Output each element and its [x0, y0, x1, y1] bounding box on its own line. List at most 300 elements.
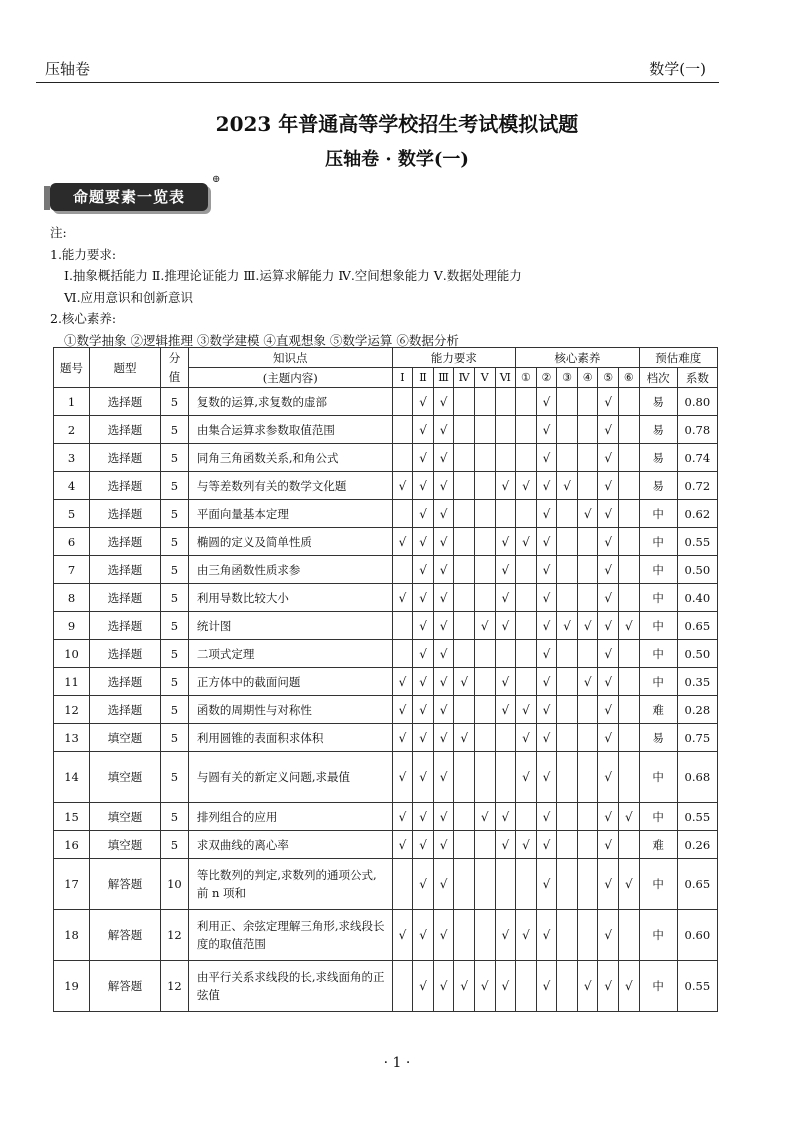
- core-2-mark: √: [536, 961, 557, 1012]
- cell-difficulty-level: 中: [639, 584, 677, 612]
- core-3-mark: [557, 668, 578, 696]
- core-6-mark: √: [619, 859, 640, 910]
- notes: [50, 222, 522, 351]
- cell-difficulty-level: 中: [639, 528, 677, 556]
- header-core-1: ①: [516, 368, 537, 388]
- core-2-mark: √: [536, 696, 557, 724]
- ability-6-mark: [495, 752, 516, 803]
- cell-knowledge: 二项式定理: [188, 640, 392, 668]
- cell-question-type: 解答题: [90, 910, 161, 961]
- cell-question-type: 选择题: [90, 668, 161, 696]
- core-1-mark: [516, 556, 537, 584]
- ability-6-mark: [495, 500, 516, 528]
- cell-difficulty-level: 易: [639, 388, 677, 416]
- ability-1-mark: √: [392, 696, 413, 724]
- header-score-text: 分值: [168, 350, 181, 384]
- cell-score: 5: [161, 444, 189, 472]
- cell-question-number: 18: [54, 910, 90, 961]
- ability-6-mark: [495, 859, 516, 910]
- header-level: 档次: [639, 368, 677, 388]
- ability-4-mark: [454, 584, 475, 612]
- cell-difficulty-level: 中: [639, 961, 677, 1012]
- ability-5-mark: [474, 668, 495, 696]
- ability-4-mark: [454, 910, 475, 961]
- ability-5-mark: [474, 388, 495, 416]
- core-1-mark: √: [516, 831, 537, 859]
- cell-question-number: 5: [54, 500, 90, 528]
- core-4-mark: [577, 831, 598, 859]
- header-knowledge: 知识点: [188, 348, 392, 368]
- core-2-mark: √: [536, 831, 557, 859]
- core-2-mark: √: [536, 584, 557, 612]
- cell-question-type: 填空题: [90, 831, 161, 859]
- core-3-mark: [557, 416, 578, 444]
- core-1-mark: [516, 961, 537, 1012]
- core-1-mark: √: [516, 724, 537, 752]
- header-score: [161, 348, 189, 388]
- core-3-mark: [557, 961, 578, 1012]
- cell-score: 5: [161, 640, 189, 668]
- ability-4-mark: [454, 803, 475, 831]
- core-4-mark: [577, 472, 598, 500]
- cell-question-number: 17: [54, 859, 90, 910]
- core-6-mark: [619, 444, 640, 472]
- header-ability-5: Ⅴ: [474, 368, 495, 388]
- ability-3-mark: √: [433, 696, 454, 724]
- cell-score: 5: [161, 696, 189, 724]
- cell-score: 10: [161, 859, 189, 910]
- ability-1-mark: [392, 961, 413, 1012]
- cell-knowledge: 函数的周期性与对称性: [188, 696, 392, 724]
- cell-score: 5: [161, 612, 189, 640]
- ability-1-mark: √: [392, 584, 413, 612]
- ability-1-mark: √: [392, 528, 413, 556]
- ability-6-mark: [495, 724, 516, 752]
- ability-1-mark: √: [392, 752, 413, 803]
- cell-coefficient: 0.55: [677, 803, 717, 831]
- core-6-mark: √: [619, 612, 640, 640]
- ability-3-mark: √: [433, 612, 454, 640]
- cell-question-number: 13: [54, 724, 90, 752]
- ability-5-mark: [474, 640, 495, 668]
- literacy-line: ①数学抽象 ②逻辑推理 ③数学建模 ④直观想象 ⑤数学运算 ⑥数据分析: [64, 332, 459, 348]
- header-ability: 能力要求: [392, 348, 515, 368]
- table-row: [54, 696, 718, 724]
- core-4-mark: [577, 859, 598, 910]
- core-6-mark: [619, 500, 640, 528]
- cell-difficulty-level: 中: [639, 556, 677, 584]
- core-4-mark: [577, 416, 598, 444]
- core-2-mark: √: [536, 444, 557, 472]
- cell-question-type: 选择题: [90, 696, 161, 724]
- cell-score: 5: [161, 803, 189, 831]
- core-3-mark: [557, 584, 578, 612]
- cell-difficulty-level: 中: [639, 803, 677, 831]
- core-2-mark: √: [536, 388, 557, 416]
- cell-question-type: 选择题: [90, 640, 161, 668]
- core-1-mark: [516, 416, 537, 444]
- ability-6-mark: [495, 444, 516, 472]
- table-row: [54, 528, 718, 556]
- table-row: [54, 612, 718, 640]
- core-2-mark: √: [536, 724, 557, 752]
- ability-6-mark: [495, 388, 516, 416]
- header-ability-1: Ⅰ: [392, 368, 413, 388]
- table-row: [54, 388, 718, 416]
- ability-4-mark: [454, 859, 475, 910]
- cell-question-type: 选择题: [90, 500, 161, 528]
- core-5-mark: √: [598, 500, 619, 528]
- cell-difficulty-level: 易: [639, 416, 677, 444]
- ability-1-mark: √: [392, 472, 413, 500]
- ability-3-mark: √: [433, 528, 454, 556]
- ability-2-mark: √: [413, 668, 434, 696]
- cell-coefficient: 0.26: [677, 831, 717, 859]
- core-1-mark: [516, 803, 537, 831]
- ability-line-1: Ⅰ.抽象概括能力 Ⅱ.推理论证能力 Ⅲ.运算求解能力 Ⅳ.空间想象能力 Ⅴ.数据处理能力: [64, 268, 522, 283]
- core-5-mark: √: [598, 831, 619, 859]
- ability-4-mark: [454, 831, 475, 859]
- core-4-mark: √: [577, 961, 598, 1012]
- cell-question-type: 填空题: [90, 752, 161, 803]
- core-4-mark: [577, 556, 598, 584]
- ability-1-mark: √: [392, 668, 413, 696]
- cell-knowledge: 求双曲线的离心率: [188, 831, 392, 859]
- ability-4-mark: [454, 444, 475, 472]
- core-5-mark: √: [598, 444, 619, 472]
- core-1-mark: [516, 500, 537, 528]
- cell-difficulty-level: 中: [639, 910, 677, 961]
- ability-4-mark: √: [454, 668, 475, 696]
- core-2-mark: √: [536, 640, 557, 668]
- cell-knowledge: 等比数列的判定,求数列的通项公式,前 n 项和: [188, 859, 392, 910]
- header-core-6: ⑥: [619, 368, 640, 388]
- core-6-mark: [619, 696, 640, 724]
- header-coefficient: 系数: [677, 368, 717, 388]
- core-5-mark: √: [598, 612, 619, 640]
- ability-5-mark: [474, 528, 495, 556]
- core-6-mark: [619, 910, 640, 961]
- cell-knowledge: 复数的运算,求复数的虚部: [188, 388, 392, 416]
- page-subtitle: 压轴卷 · 数学(一): [325, 149, 469, 170]
- ability-5-mark: [474, 831, 495, 859]
- header-left-label: 压轴卷: [45, 60, 91, 78]
- cell-difficulty-level: 中: [639, 640, 677, 668]
- core-1-mark: √: [516, 528, 537, 556]
- core-1-mark: [516, 859, 537, 910]
- ability-5-mark: [474, 556, 495, 584]
- core-2-mark: √: [536, 528, 557, 556]
- cell-coefficient: 0.50: [677, 640, 717, 668]
- ability-4-mark: [454, 528, 475, 556]
- cell-score: 5: [161, 472, 189, 500]
- cell-coefficient: 0.80: [677, 388, 717, 416]
- core-3-mark: √: [557, 612, 578, 640]
- core-5-mark: √: [598, 668, 619, 696]
- ability-4-mark: √: [454, 961, 475, 1012]
- core-5-mark: √: [598, 961, 619, 1012]
- core-6-mark: [619, 528, 640, 556]
- ability-3-mark: √: [433, 803, 454, 831]
- ability-heading: 1.能力要求:: [50, 246, 117, 262]
- header-difficulty: 预估难度: [639, 348, 717, 368]
- ability-1-mark: [392, 640, 413, 668]
- core-4-mark: [577, 803, 598, 831]
- ability-1-mark: [392, 416, 413, 444]
- ability-5-mark: [474, 444, 495, 472]
- core-1-mark: √: [516, 472, 537, 500]
- core-1-mark: [516, 388, 537, 416]
- ability-1-mark: √: [392, 831, 413, 859]
- core-3-mark: [557, 859, 578, 910]
- cell-question-number: 1: [54, 388, 90, 416]
- cell-question-number: 3: [54, 444, 90, 472]
- core-6-mark: [619, 472, 640, 500]
- header-question-number: 题号: [54, 348, 90, 388]
- table-row: [54, 724, 718, 752]
- core-6-mark: [619, 640, 640, 668]
- cell-knowledge: 由集合运算求参数取值范围: [188, 416, 392, 444]
- cell-knowledge: 由三角函数性质求参: [188, 556, 392, 584]
- cell-difficulty-level: 中: [639, 668, 677, 696]
- ability-1-mark: √: [392, 803, 413, 831]
- cell-knowledge: 正方体中的截面问题: [188, 668, 392, 696]
- ability-3-mark: √: [433, 472, 454, 500]
- ability-6-mark: √: [495, 528, 516, 556]
- ability-6-mark: [495, 416, 516, 444]
- cell-score: 12: [161, 961, 189, 1012]
- ability-3-mark: √: [433, 910, 454, 961]
- ability-1-mark: [392, 500, 413, 528]
- core-5-mark: √: [598, 752, 619, 803]
- core-4-mark: [577, 910, 598, 961]
- ability-6-mark: √: [495, 668, 516, 696]
- cell-question-number: 6: [54, 528, 90, 556]
- cell-question-type: 解答题: [90, 859, 161, 910]
- cell-question-type: 选择题: [90, 528, 161, 556]
- header-ability-2: Ⅱ: [413, 368, 434, 388]
- header-ability-3: Ⅲ: [433, 368, 454, 388]
- ability-2-mark: √: [413, 752, 434, 803]
- table-row: [54, 640, 718, 668]
- header-core-2: ②: [536, 368, 557, 388]
- ability-1-mark: [392, 388, 413, 416]
- cell-question-type: 选择题: [90, 416, 161, 444]
- ability-1-mark: [392, 859, 413, 910]
- core-5-mark: √: [598, 910, 619, 961]
- core-3-mark: [557, 752, 578, 803]
- table-row: [54, 961, 718, 1012]
- cell-question-type: 选择题: [90, 584, 161, 612]
- ability-5-mark: [474, 416, 495, 444]
- cell-coefficient: 0.28: [677, 696, 717, 724]
- ability-3-mark: √: [433, 752, 454, 803]
- ability-2-mark: √: [413, 961, 434, 1012]
- header-core-3: ③: [557, 368, 578, 388]
- table-row: [54, 444, 718, 472]
- page-number: · 1 ·: [383, 1055, 411, 1071]
- core-5-mark: √: [598, 472, 619, 500]
- core-4-mark: [577, 640, 598, 668]
- core-3-mark: [557, 831, 578, 859]
- core-2-mark: √: [536, 668, 557, 696]
- cell-question-number: 14: [54, 752, 90, 803]
- core-3-mark: [557, 556, 578, 584]
- table-row: [54, 752, 718, 803]
- core-1-mark: √: [516, 910, 537, 961]
- ability-6-mark: √: [495, 556, 516, 584]
- ability-2-mark: √: [413, 910, 434, 961]
- cell-question-number: 8: [54, 584, 90, 612]
- cell-question-type: 选择题: [90, 472, 161, 500]
- cell-score: 5: [161, 752, 189, 803]
- ability-6-mark: √: [495, 696, 516, 724]
- core-4-mark: [577, 388, 598, 416]
- core-6-mark: [619, 388, 640, 416]
- core-4-mark: [577, 724, 598, 752]
- section-banner: 命题要素一览表: [50, 183, 208, 211]
- core-5-mark: √: [598, 416, 619, 444]
- ability-3-mark: √: [433, 859, 454, 910]
- ability-2-mark: √: [413, 831, 434, 859]
- ability-1-mark: √: [392, 910, 413, 961]
- ability-line-2: Ⅵ.应用意识和创新意识: [64, 289, 194, 305]
- ability-2-mark: √: [413, 416, 434, 444]
- core-2-mark: √: [536, 752, 557, 803]
- ability-5-mark: [474, 696, 495, 724]
- core-3-mark: [557, 500, 578, 528]
- ability-3-mark: √: [433, 668, 454, 696]
- core-5-mark: √: [598, 388, 619, 416]
- ability-5-mark: [474, 500, 495, 528]
- ability-3-mark: √: [433, 500, 454, 528]
- ability-4-mark: [454, 696, 475, 724]
- cell-question-number: 11: [54, 668, 90, 696]
- core-6-mark: √: [619, 961, 640, 1012]
- ability-3-mark: √: [433, 584, 454, 612]
- cell-score: 5: [161, 416, 189, 444]
- cell-question-number: 10: [54, 640, 90, 668]
- ability-5-mark: [474, 472, 495, 500]
- ability-2-mark: √: [413, 724, 434, 752]
- ability-6-mark: √: [495, 612, 516, 640]
- core-2-mark: √: [536, 556, 557, 584]
- ability-5-mark: [474, 910, 495, 961]
- ability-2-mark: √: [413, 584, 434, 612]
- cell-knowledge: 椭圆的定义及简单性质: [188, 528, 392, 556]
- ability-6-mark: √: [495, 961, 516, 1012]
- ability-5-mark: [474, 752, 495, 803]
- ability-2-mark: √: [413, 500, 434, 528]
- cell-question-number: 2: [54, 416, 90, 444]
- table-row: [54, 556, 718, 584]
- core-6-mark: [619, 831, 640, 859]
- ability-1-mark: √: [392, 724, 413, 752]
- core-4-mark: √: [577, 668, 598, 696]
- ability-4-mark: [454, 752, 475, 803]
- ability-3-mark: √: [433, 444, 454, 472]
- core-2-mark: √: [536, 416, 557, 444]
- header-ability-6: Ⅵ: [495, 368, 516, 388]
- core-1-mark: [516, 612, 537, 640]
- cell-question-type: 选择题: [90, 444, 161, 472]
- core-6-mark: √: [619, 803, 640, 831]
- ability-6-mark: √: [495, 910, 516, 961]
- cell-score: 5: [161, 500, 189, 528]
- cell-difficulty-level: 易: [639, 444, 677, 472]
- core-4-mark: [577, 696, 598, 724]
- header-core-5: ⑤: [598, 368, 619, 388]
- core-5-mark: √: [598, 556, 619, 584]
- cell-coefficient: 0.72: [677, 472, 717, 500]
- core-2-mark: √: [536, 859, 557, 910]
- cell-knowledge: 平面向量基本定理: [188, 500, 392, 528]
- cell-coefficient: 0.68: [677, 752, 717, 803]
- ability-2-mark: √: [413, 528, 434, 556]
- core-4-mark: [577, 444, 598, 472]
- table-row: [54, 803, 718, 831]
- cell-question-type: 选择题: [90, 612, 161, 640]
- cell-difficulty-level: 难: [639, 696, 677, 724]
- core-1-mark: √: [516, 752, 537, 803]
- cell-knowledge: 利用正、余弦定理解三角形,求线段长度的取值范围: [188, 910, 392, 961]
- ability-5-mark: √: [474, 961, 495, 1012]
- cell-question-number: 4: [54, 472, 90, 500]
- cell-question-number: 12: [54, 696, 90, 724]
- ability-4-mark: [454, 556, 475, 584]
- cell-score: 5: [161, 668, 189, 696]
- header-ability-4: Ⅳ: [454, 368, 475, 388]
- cell-difficulty-level: 难: [639, 831, 677, 859]
- cell-knowledge: 利用圆锥的表面积求体积: [188, 724, 392, 752]
- cell-question-number: 15: [54, 803, 90, 831]
- cell-score: 5: [161, 724, 189, 752]
- cell-question-type: 选择题: [90, 388, 161, 416]
- ability-1-mark: [392, 556, 413, 584]
- cell-knowledge: 与等差数列有关的数学文化题: [188, 472, 392, 500]
- header-question-type: 题型: [90, 348, 161, 388]
- ability-5-mark: √: [474, 612, 495, 640]
- cell-coefficient: 0.74: [677, 444, 717, 472]
- cell-question-number: 16: [54, 831, 90, 859]
- ability-2-mark: √: [413, 444, 434, 472]
- ability-2-mark: √: [413, 612, 434, 640]
- ability-4-mark: [454, 500, 475, 528]
- cell-difficulty-level: 中: [639, 752, 677, 803]
- cell-knowledge: 排列组合的应用: [188, 803, 392, 831]
- core-6-mark: [619, 668, 640, 696]
- ability-3-mark: √: [433, 831, 454, 859]
- core-1-mark: [516, 668, 537, 696]
- cell-coefficient: 0.65: [677, 859, 717, 910]
- core-4-mark: [577, 584, 598, 612]
- core-3-mark: [557, 444, 578, 472]
- header-core-4: ④: [577, 368, 598, 388]
- cell-score: 5: [161, 584, 189, 612]
- table-row: [54, 859, 718, 910]
- table-row: [54, 584, 718, 612]
- cell-difficulty-level: 易: [639, 472, 677, 500]
- cell-score: 5: [161, 528, 189, 556]
- core-1-mark: [516, 640, 537, 668]
- table-row: [54, 831, 718, 859]
- ability-6-mark: √: [495, 472, 516, 500]
- core-5-mark: √: [598, 859, 619, 910]
- cell-score: 5: [161, 831, 189, 859]
- ability-2-mark: √: [413, 640, 434, 668]
- cell-difficulty-level: 中: [639, 859, 677, 910]
- page-title: 2023 年普通高等学校招生考试模拟试题: [215, 112, 579, 136]
